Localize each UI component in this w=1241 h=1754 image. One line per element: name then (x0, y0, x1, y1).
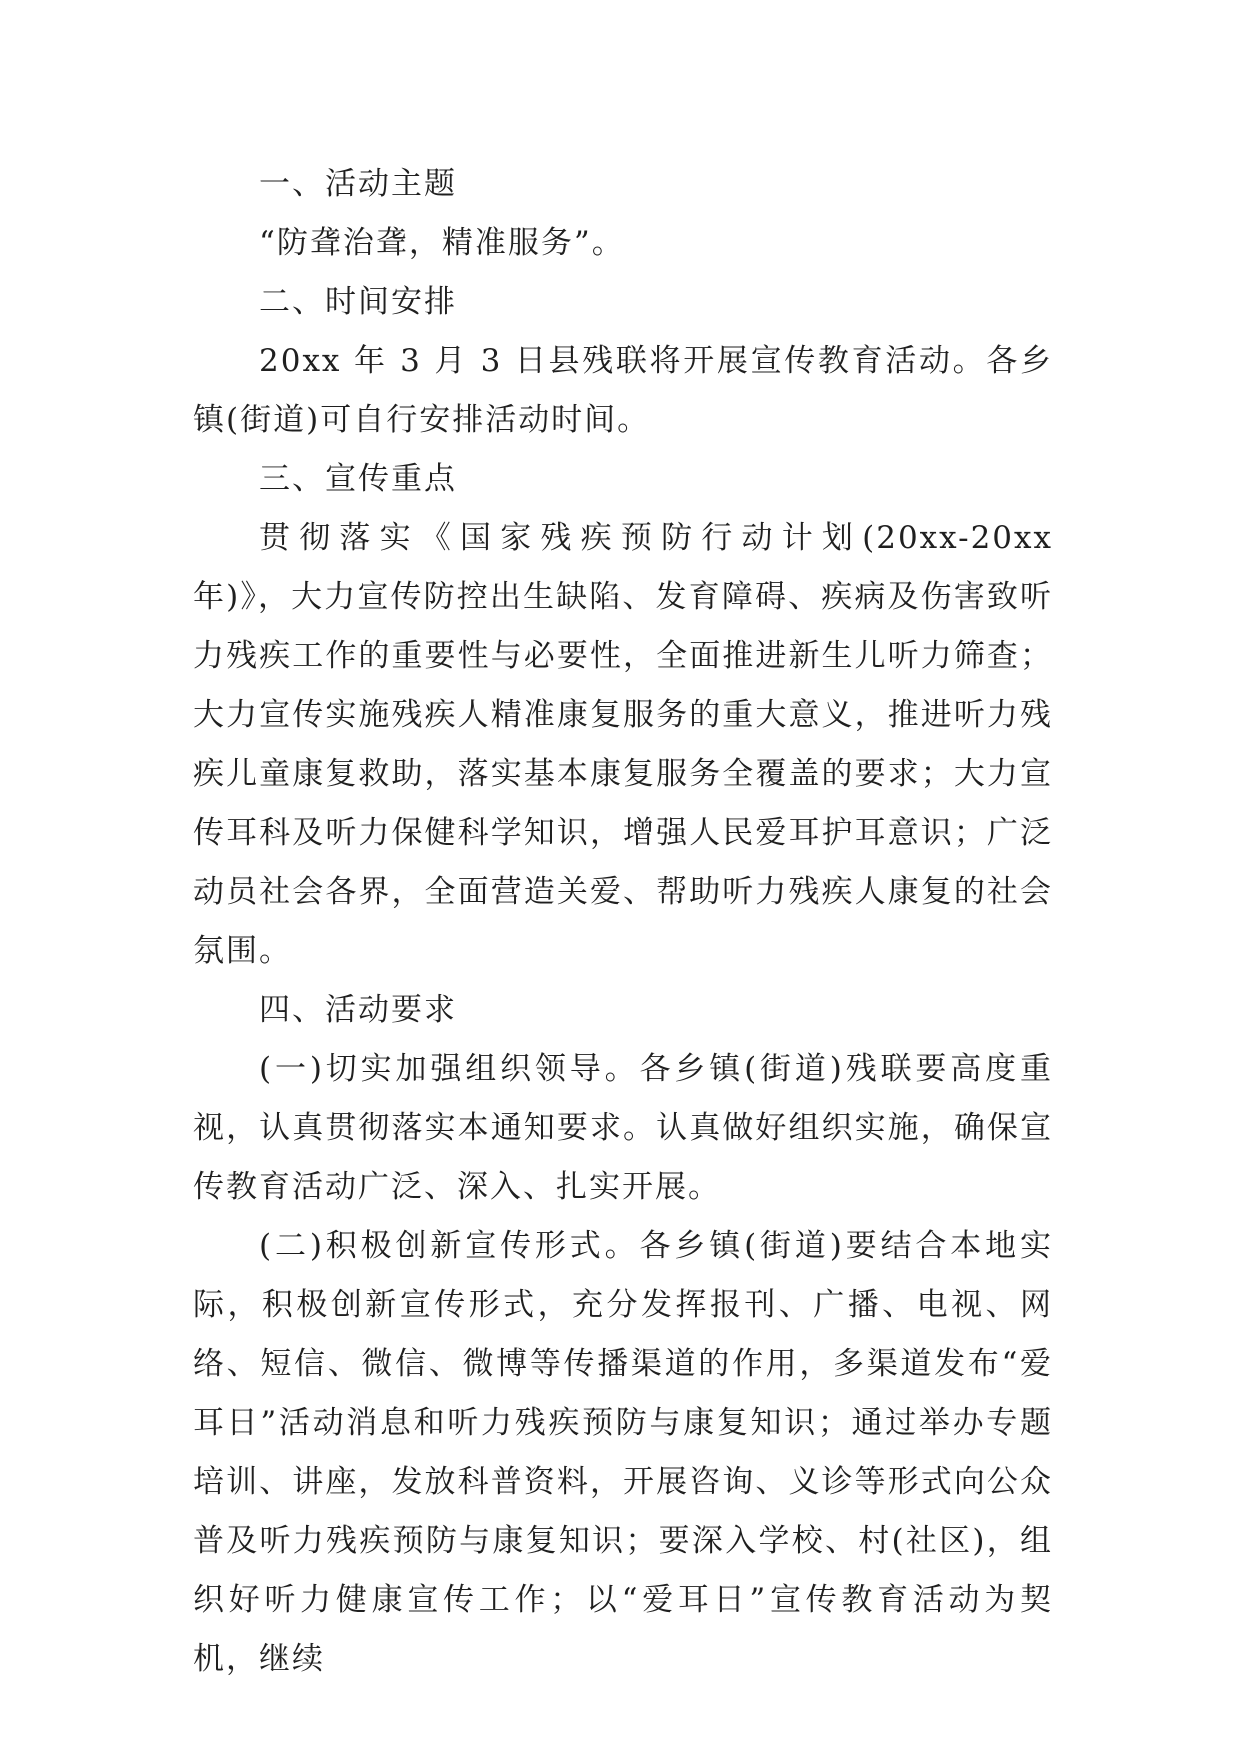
section-heading-publicity-focus: 三、宣传重点 (259, 461, 457, 497)
schedule-text: 20xx 年 3 月 3 日县残联将开展宣传教育活动。各乡镇(街道)可自行安排活动时间。 (193, 343, 1053, 438)
section-heading-schedule: 二、时间安排 (259, 284, 457, 320)
publicity-focus-text: 贯彻落实《国家残疾预防行动计划(20xx-20xx 年)》，大力宣传防控出生缺陷、发育障碍、疾病及伤害致听力残疾工作的重要性与必要性，全面推进新生儿听力筛查；大力宣传实施残疾人精准康复服务的重大意义，推进听力残疾儿童康复救助，落实基本康复服务全覆盖的要求；大力宣传耳科及听力保健科学知识，增强人民爱耳护耳意识；广泛动员社会各界，全面营造关爱、帮助听力残疾人康复的社会氛围。 (193, 520, 1053, 969)
requirement-2-text: (二)积极创新宣传形式。各乡镇(街道)要结合本地实际，积极创新宣传形式，充分发挥报刊、广播、电视、网络、短信、微信、微博等传播渠道的作用，多渠道发布“爱耳日”活动消息和听力残疾预防与康复知识；通过举办专题培训、讲座，发放科普资料，开展咨询、义诊等形式向公众普及听力残疾预防与康复知识；要深入学校、村(社区)，组织好听力健康宣传工作；以“爱耳日”宣传教育活动为契机，继续 (193, 1228, 1053, 1677)
section-heading-activity-theme: 一、活动主题 (259, 166, 457, 202)
document-body (193, 155, 1053, 1689)
requirement-1-text: (一)切实加强组织领导。各乡镇(街道)残联要高度重视，认真贯彻落实本通知要求。认真做好组织实施，确保宣传教育活动广泛、深入、扎实开展。 (193, 1051, 1053, 1205)
activity-theme-text: “防聋治聋，精准服务”。 (259, 225, 625, 261)
section-heading-requirements: 四、活动要求 (259, 992, 457, 1028)
